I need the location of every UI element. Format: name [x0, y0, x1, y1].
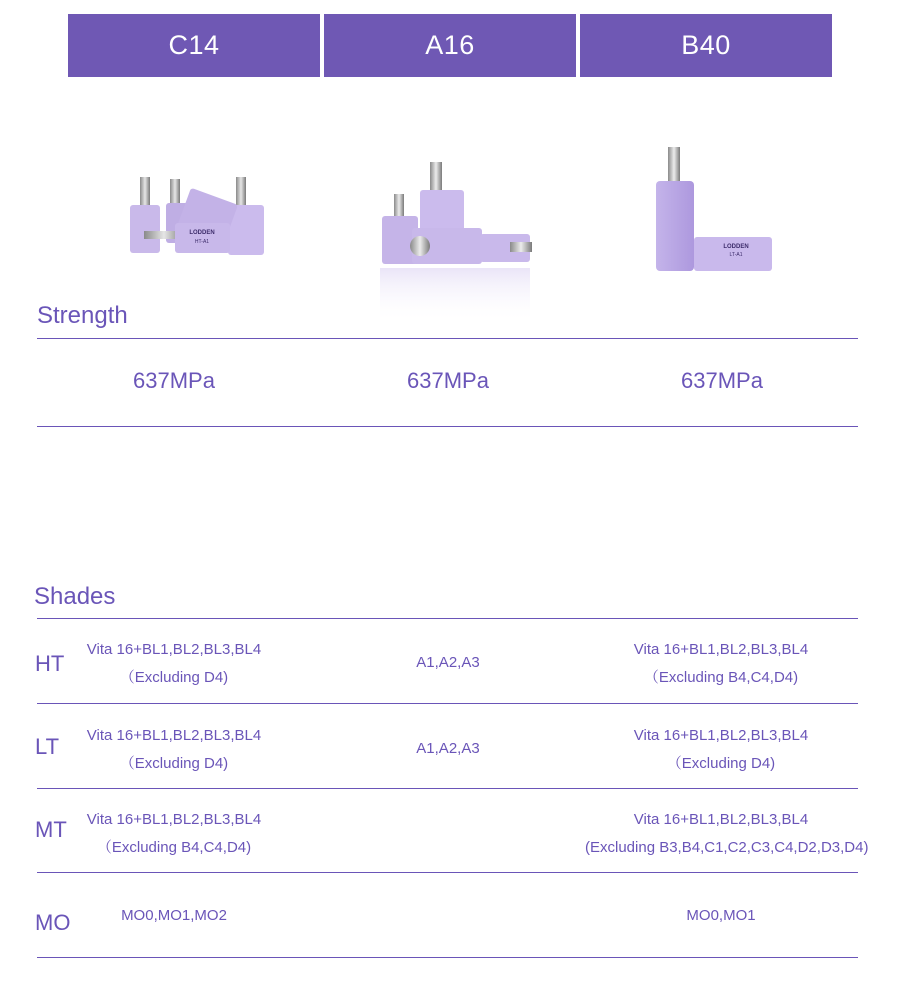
- shade-cell-lt-c14: Vita 16+BL1,BL2,BL3,BL4 （Excluding D4): [86, 727, 262, 772]
- shade-cell-mt-c14: Vita 16+BL1,BL2,BL3,BL4 （Excluding B4,C4,D4): [86, 811, 262, 856]
- product-image-a16: [350, 158, 550, 323]
- strength-value-c14: 637MPa: [133, 368, 215, 393]
- shade-cell-ht-c14: Vita 16+BL1,BL2,BL3,BL4 （Excluding D4): [86, 641, 262, 686]
- shade-cell-ht-a16: A1,A2,A3: [416, 654, 480, 671]
- shade-cell-ht-b40: Vita 16+BL1,BL2,BL3,BL4 （Excluding B4,C4,D4): [633, 641, 809, 686]
- shades-bottom-divider: [37, 957, 858, 958]
- strength-value-a16: 637MPa: [407, 368, 489, 393]
- shade-cell-mo-c14: MO0,MO1,MO2: [121, 907, 227, 924]
- shade-cell-lt-b40: Vita 16+BL1,BL2,BL3,BL4 （Excluding D4): [633, 727, 809, 772]
- shade-row-label-lt: LT: [35, 734, 60, 759]
- strength-bottom-divider: [37, 426, 858, 427]
- shade-row-divider: [37, 788, 858, 789]
- product-image-b40: [640, 145, 780, 275]
- column-header-b40: B40: [580, 14, 832, 77]
- column-header-a16: A16: [324, 14, 576, 77]
- svg-text:LT-A1: LT-A1: [729, 252, 743, 258]
- strength-heading: Strength: [37, 302, 128, 329]
- shade-row-label-mt: MT: [35, 817, 67, 842]
- shade-row-divider: [37, 703, 858, 704]
- strength-value-b40: 637MPa: [681, 368, 763, 393]
- shade-row-label-mo: MO: [35, 910, 71, 935]
- shade-cell-mo-b40: MO0,MO1: [686, 907, 756, 924]
- shades-heading: Shades: [34, 583, 116, 610]
- shade-row-divider: [37, 872, 858, 873]
- brand-logo-text: LODDEN: [189, 230, 215, 236]
- strength-top-divider: [37, 338, 858, 339]
- product-image-c14: [120, 165, 280, 265]
- shade-cell-lt-a16: A1,A2,A3: [416, 740, 480, 757]
- shade-label-text: HT-A1: [194, 239, 210, 245]
- svg-text:LODDEN: LODDEN: [723, 244, 749, 250]
- shades-top-divider: [37, 618, 858, 619]
- shade-cell-mt-b40: Vita 16+BL1,BL2,BL3,BL4 (Excluding B3,B4,C1,C2,C3,C4,D2,D3,D4): [585, 811, 869, 856]
- shade-row-label-ht: HT: [35, 651, 65, 676]
- column-header-c14: C14: [68, 14, 320, 77]
